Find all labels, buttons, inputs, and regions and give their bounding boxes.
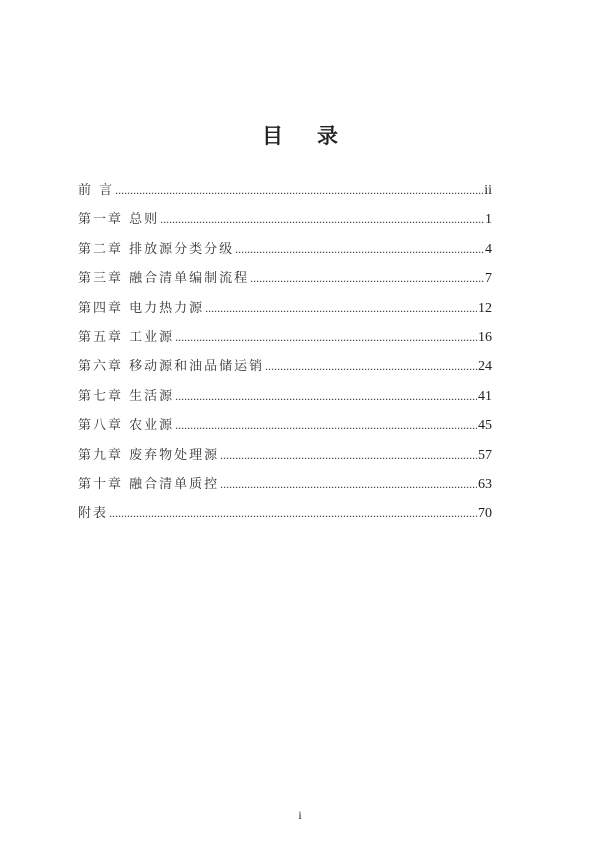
table-of-contents xyxy=(78,180,492,533)
toc-entry[interactable] xyxy=(78,268,492,297)
toc-entry-page: 45 xyxy=(478,418,492,434)
title-char: 目 xyxy=(262,124,283,148)
toc-entry-page: 63 xyxy=(478,476,492,492)
toc-entry-label: 第八章 农业源 xyxy=(78,418,175,434)
toc-entry[interactable] xyxy=(78,356,492,385)
title-char: 录 xyxy=(317,124,338,148)
dot-leader xyxy=(220,474,477,494)
toc-entry-page: 7 xyxy=(485,271,492,287)
dot-leader xyxy=(160,209,484,229)
toc-entry[interactable] xyxy=(78,298,492,327)
toc-entry[interactable] xyxy=(78,239,492,268)
toc-entry-label: 第九章 废弃物处理源 xyxy=(78,447,220,463)
dot-leader xyxy=(175,415,477,435)
toc-entry-page: 24 xyxy=(478,359,492,375)
toc-entry[interactable] xyxy=(78,503,492,532)
toc-entry[interactable] xyxy=(78,445,492,474)
dot-leader xyxy=(265,356,477,376)
toc-entry-label: 第六章 移动源和油品储运销 xyxy=(78,359,265,375)
toc-entry-label: 第二章 排放源分类分级 xyxy=(78,241,235,257)
toc-entry[interactable] xyxy=(78,180,492,209)
page-title xyxy=(0,120,600,150)
dot-leader xyxy=(205,298,477,318)
toc-entry-label: 第十章 融合清单质控 xyxy=(78,476,220,492)
toc-entry[interactable] xyxy=(78,415,492,444)
dot-leader xyxy=(115,180,483,200)
toc-entry-label: 附表 xyxy=(78,506,109,522)
toc-entry[interactable] xyxy=(78,386,492,415)
toc-entry-label: 第四章 电力热力源 xyxy=(78,300,205,316)
toc-entry-label: 第七章 生活源 xyxy=(78,388,175,404)
dot-leader xyxy=(220,445,477,465)
dot-leader xyxy=(175,386,477,406)
toc-entry-page: 41 xyxy=(478,388,492,404)
toc-entry-label: 第一章 总则 xyxy=(78,212,160,228)
toc-entry-page: 70 xyxy=(478,506,492,522)
dot-leader xyxy=(175,327,477,347)
toc-entry-page: 1 xyxy=(485,212,492,228)
toc-entry-label: 第五章 工业源 xyxy=(78,329,175,345)
page-number: i xyxy=(298,808,302,822)
toc-entry-label: 第三章 融合清单编制流程 xyxy=(78,271,250,287)
toc-entry[interactable] xyxy=(78,327,492,356)
toc-entry-page: ii xyxy=(484,183,492,198)
toc-entry-label: 前 言 xyxy=(78,183,115,198)
dot-leader xyxy=(235,239,484,259)
toc-entry-page: 16 xyxy=(478,329,492,345)
dot-leader xyxy=(250,268,484,288)
toc-entry-page: 12 xyxy=(478,300,492,316)
toc-entry-page: 4 xyxy=(485,241,492,257)
toc-entry[interactable] xyxy=(78,209,492,238)
toc-entry[interactable] xyxy=(78,474,492,503)
dot-leader xyxy=(109,503,477,523)
toc-entry-page: 57 xyxy=(478,447,492,463)
